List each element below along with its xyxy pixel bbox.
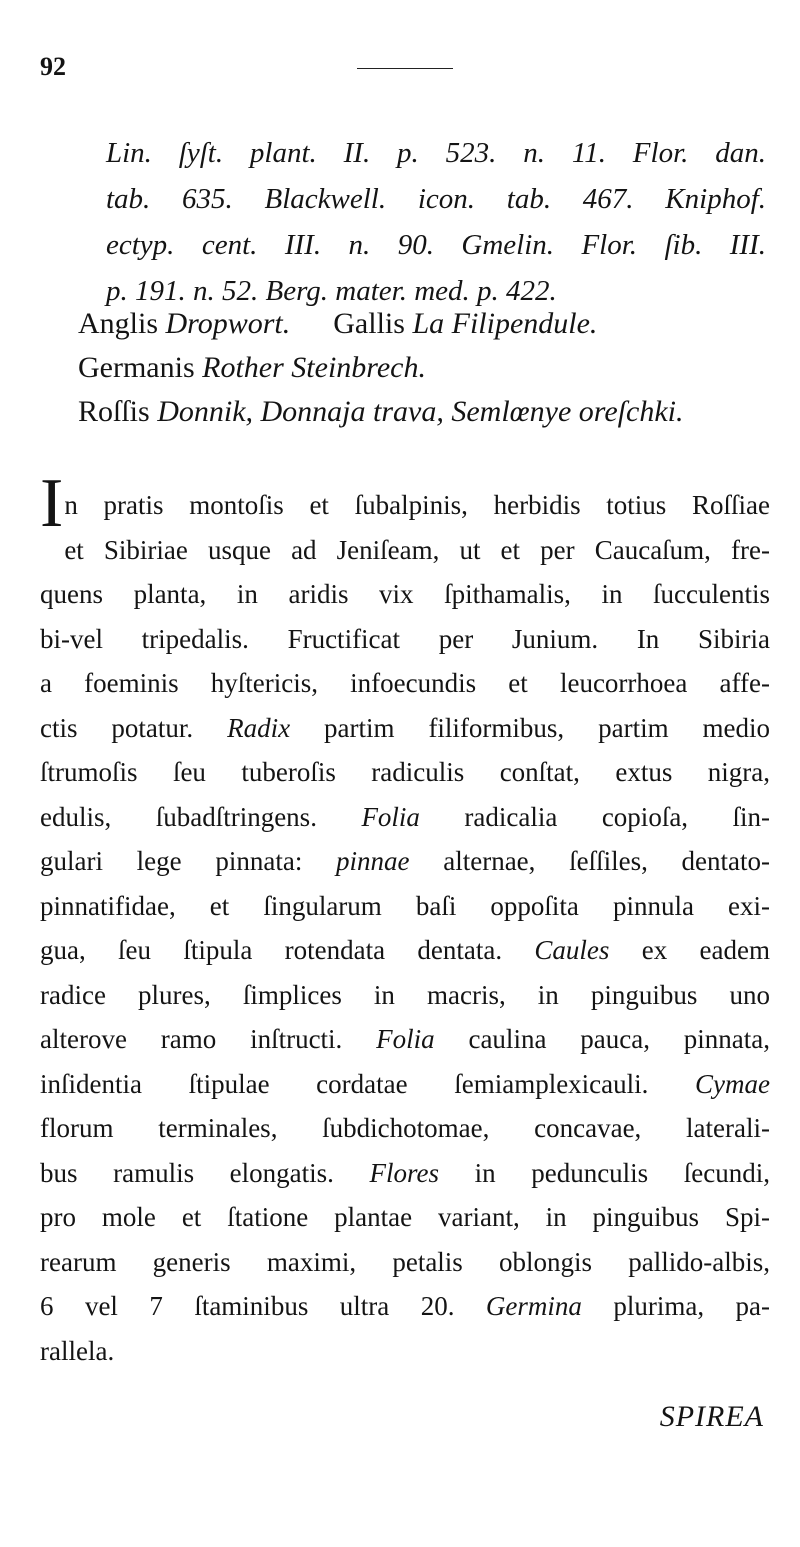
text-segment: alterove ramo inſtructi.	[40, 1024, 343, 1054]
russian-name-line	[78, 390, 768, 434]
text-segment: bus ramulis elongatis.	[40, 1157, 334, 1188]
text-segment: in pedunculis ſecundi,	[474, 1157, 770, 1188]
text-line: quens planta, in aridis vix ſpithamalis, in ſucculentis	[40, 579, 770, 609]
text-segment: ctis potatur.	[40, 712, 194, 743]
text-segment: n pratis montoſis et ſubalpinis, herbidis totius Roſſiae	[64, 490, 770, 520]
text-line	[40, 795, 770, 840]
common-name: La Filipendule.	[412, 307, 598, 340]
text-segment: ex eadem	[641, 935, 770, 965]
text-segment: gua, ſeu ſtipula rotendata dentata.	[40, 935, 503, 965]
language-label: Gallis	[333, 307, 405, 340]
text-segment: partim filiformibus, partim medio	[324, 712, 771, 743]
text-line: pinnatifidae, et ſingularum baſi oppoſita pinnula exi-	[40, 890, 770, 921]
text-segment: edulis, ſubadſtringens.	[40, 801, 317, 832]
common-name: Donnik, Donnaja trava, Semlœnye oreſchki.	[157, 395, 684, 428]
text-line: ſtrumoſis ſeu tuberoſis radiculis conſtat, extus nigra,	[40, 757, 770, 787]
german-name-line	[78, 346, 768, 390]
text-segment: 6 vel 7 ſtaminibus ultra 20.	[40, 1291, 455, 1321]
section-term: Folia	[376, 1024, 435, 1054]
text-segment: caulina pauca, pinnata,	[468, 1024, 770, 1054]
section-term: Radix	[227, 712, 291, 743]
bibliographic-references	[106, 130, 766, 314]
text-line	[40, 928, 770, 973]
text-line	[40, 465, 770, 542]
text-line	[40, 839, 770, 884]
text-line: florum terminales, ſubdichotomae, concavae, laterali-	[40, 1113, 770, 1143]
common-name: Dropwort.	[165, 307, 291, 340]
reference-line: tab. 635. Blackwell. icon. tab. 467. Kniphof.	[106, 183, 766, 215]
text-line	[40, 1284, 770, 1329]
text-line	[40, 1151, 770, 1196]
language-label: Roſſis	[78, 395, 150, 428]
text-line: a foeminis hyſtericis, infoecundis et leucorrhoea affe-	[40, 668, 770, 698]
reference-line: p. 191. n. 52. Berg. mater. med. p. 422.	[106, 275, 557, 307]
reference-line: ectyp. cent. III. n. 90. Gmelin. Flor. ſib. III.	[106, 229, 766, 261]
common-name: Rother Steinbrech.	[202, 351, 426, 384]
catchword: SPIREA	[659, 1400, 764, 1433]
text-line: radice plures, ſimplices in macris, in pinguibus uno	[40, 979, 770, 1010]
page-number: 92	[40, 52, 66, 81]
text-line	[40, 1062, 770, 1107]
description-paragraph	[40, 465, 771, 1373]
text-line	[40, 706, 770, 751]
reference-line: Lin. ſyſt. plant. II. p. 523. n. 11. Flor. dan.	[106, 137, 766, 169]
text-segment: inſidentia ſtipulae cordatae ſemiamplexicauli.	[40, 1068, 649, 1099]
text-line: rearum generis maximi, petalis oblongis pallido-albis,	[40, 1246, 770, 1277]
section-term: Flores	[369, 1157, 440, 1188]
text-line	[40, 1017, 770, 1062]
text-segment: alternae, ſeſſiles, dentato-	[443, 846, 771, 876]
header-rule	[357, 68, 453, 69]
section-term: Caules	[534, 935, 610, 965]
text-line: pro mole et ſtatione plantae variant, in pinguibus Spi-	[40, 1202, 770, 1232]
text-line: et Sibiriae usque ad Jeniſeam, ut et per Caucaſum, fre-	[64, 534, 770, 565]
text-line: rallela.	[40, 1335, 115, 1366]
vernacular-names	[78, 302, 768, 434]
text-segment: plurima, pa-	[613, 1291, 771, 1321]
drop-cap: I	[40, 465, 64, 542]
english-name-line	[78, 302, 768, 346]
text-segment: radicalia copioſa, ſin-	[464, 801, 771, 832]
language-label: Anglis	[78, 307, 159, 340]
language-label: Germanis	[78, 351, 195, 384]
section-term: Folia	[361, 801, 420, 832]
section-term: Germina	[485, 1291, 582, 1321]
text-line: bi-vel tripedalis. Fructificat per Junium. In Sibiria	[40, 623, 770, 654]
section-term: pinnae	[336, 846, 410, 876]
section-term: Cymae	[695, 1068, 771, 1099]
text-segment: gulari lege pinnata:	[40, 846, 303, 876]
